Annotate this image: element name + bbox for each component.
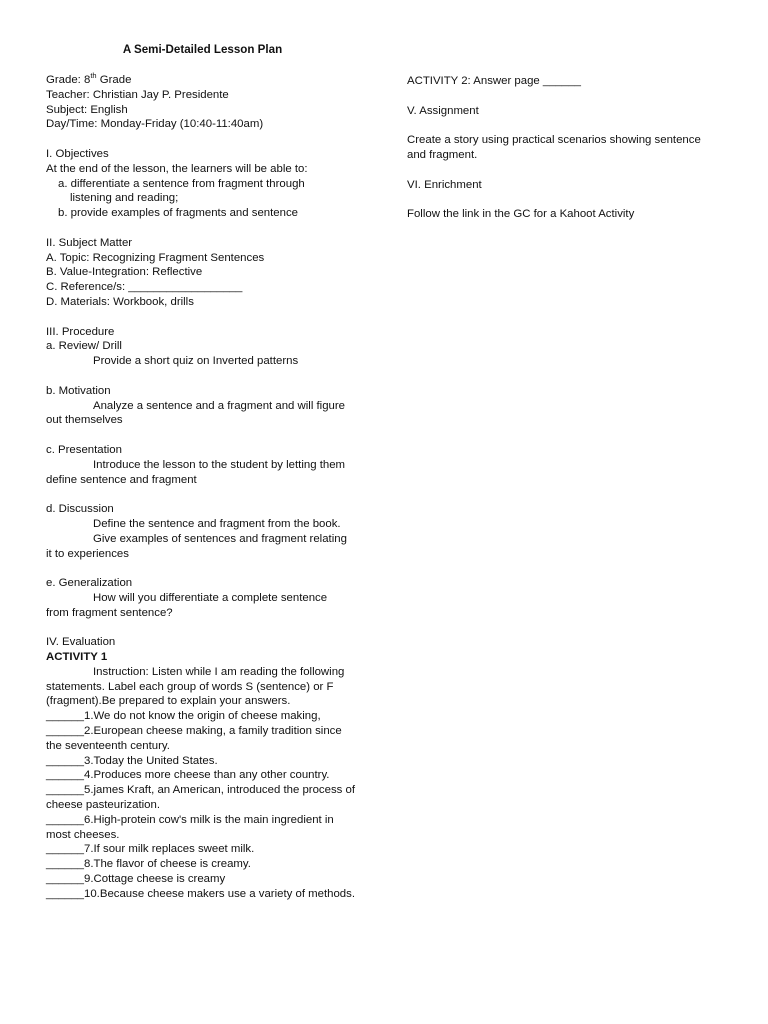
grade-superscript: th (90, 71, 97, 81)
evaluation-item: ______3.Today the United States. (46, 754, 218, 767)
subject-line: Subject: English (46, 103, 128, 116)
enrichment-heading: VI. Enrichment (407, 178, 482, 191)
grade-line (46, 73, 361, 88)
evaluation-item: ______6.High-protein cow's milk is the main ingredient in (46, 813, 334, 826)
procedure-heading: III. Procedure (46, 325, 115, 338)
generalization-text-continued: from fragment sentence? (46, 606, 173, 619)
subject-matter-topic: A. Topic: Recognizing Fragment Sentences (46, 251, 265, 264)
presentation-heading: c. Presentation (46, 443, 122, 456)
evaluation-item: ______9.Cottage cheese is creamy (46, 873, 226, 886)
page-title: A Semi-Detailed Lesson Plan (122, 43, 283, 56)
evaluation-heading: IV. Evaluation (46, 636, 116, 649)
objective-a-continued: listening and reading; (70, 192, 179, 205)
review-heading: a. Review/ Drill (46, 340, 122, 353)
objectives-intro: At the end of the lesson, the learners will be able to: (46, 162, 308, 175)
evaluation-item-continued: cheese pasteurization. (46, 799, 160, 812)
motivation-text-continued: out themselves (46, 414, 123, 427)
evaluation-item: ______7.If sour milk replaces sweet milk. (46, 843, 255, 856)
review-text: Provide a short quiz on Inverted patterns (93, 355, 299, 368)
enrichment-text: Follow the link in the GC for a Kahoot Activity (407, 208, 635, 221)
discussion-heading: d. Discussion (46, 503, 114, 516)
instruction-text-2: statements. Label each group of words S (sentence) or F (46, 680, 334, 693)
assignment-text: Create a story using practical scenarios showing sentence (407, 134, 701, 147)
motivation-heading: b. Motivation (46, 384, 111, 397)
subject-matter-materials: D. Materials: Workbook, drills (46, 295, 194, 308)
instruction-text-3: (fragment).Be prepared to explain your answers. (46, 695, 291, 708)
grade-suffix: Grade (96, 74, 132, 86)
grade-text: Grade: 8 (46, 74, 91, 86)
evaluation-item: ______5.james Kraft, an American, introduced the process of (46, 784, 355, 797)
evaluation-item-continued: most cheeses. (46, 828, 120, 841)
evaluation-item-continued: the seventeenth century. (46, 739, 170, 752)
subject-matter-value: B. Value-Integration: Reflective (46, 266, 203, 279)
objective-a: a. differentiate a sentence from fragment through (58, 177, 305, 190)
activity-1-heading: ACTIVITY 1 (46, 651, 108, 664)
activity-1-items (46, 709, 361, 901)
subject-matter-heading: II. Subject Matter (46, 236, 133, 249)
evaluation-item: ______4.Produces more cheese than any other country. (46, 769, 330, 782)
objective-b: b. provide examples of fragments and sentence (58, 207, 298, 220)
evaluation-item: ______8.The flavor of cheese is creamy. (46, 858, 251, 871)
discussion-text: Define the sentence and fragment from the book. (93, 517, 341, 530)
objectives-heading: I. Objectives (46, 147, 109, 160)
activity-2-line: ACTIVITY 2: Answer page ______ (407, 75, 581, 87)
motivation-text: Analyze a sentence and a fragment and will figure (93, 399, 346, 412)
assignment-heading: V. Assignment (407, 104, 479, 117)
teacher-line: Teacher: Christian Jay P. Presidente (46, 88, 229, 101)
right-column (407, 74, 721, 222)
evaluation-item: ______10.Because cheese makers use a variety of methods. (46, 887, 355, 900)
generalization-text: How will you differentiate a complete sentence (93, 591, 328, 604)
discussion-text-2: Give examples of sentences and fragment relating (93, 532, 347, 545)
assignment-text-continued: and fragment. (407, 148, 478, 161)
evaluation-item: ______1.We do not know the origin of cheese making, (46, 710, 321, 723)
presentation-text: Introduce the lesson to the student by letting them (93, 458, 346, 471)
presentation-text-continued: define sentence and fragment (46, 473, 197, 486)
discussion-text-continued: it to experiences (46, 547, 129, 560)
instruction-text: Instruction: Listen while I am reading the following (93, 665, 345, 678)
generalization-heading: e. Generalization (46, 577, 133, 590)
subject-matter-reference: C. Reference/s: __________________ (46, 281, 243, 294)
daytime-line: Day/Time: Monday-Friday (10:40-11:40am) (46, 118, 264, 131)
evaluation-item: ______2.European cheese making, a family tradition since (46, 725, 342, 738)
left-column (46, 73, 361, 902)
